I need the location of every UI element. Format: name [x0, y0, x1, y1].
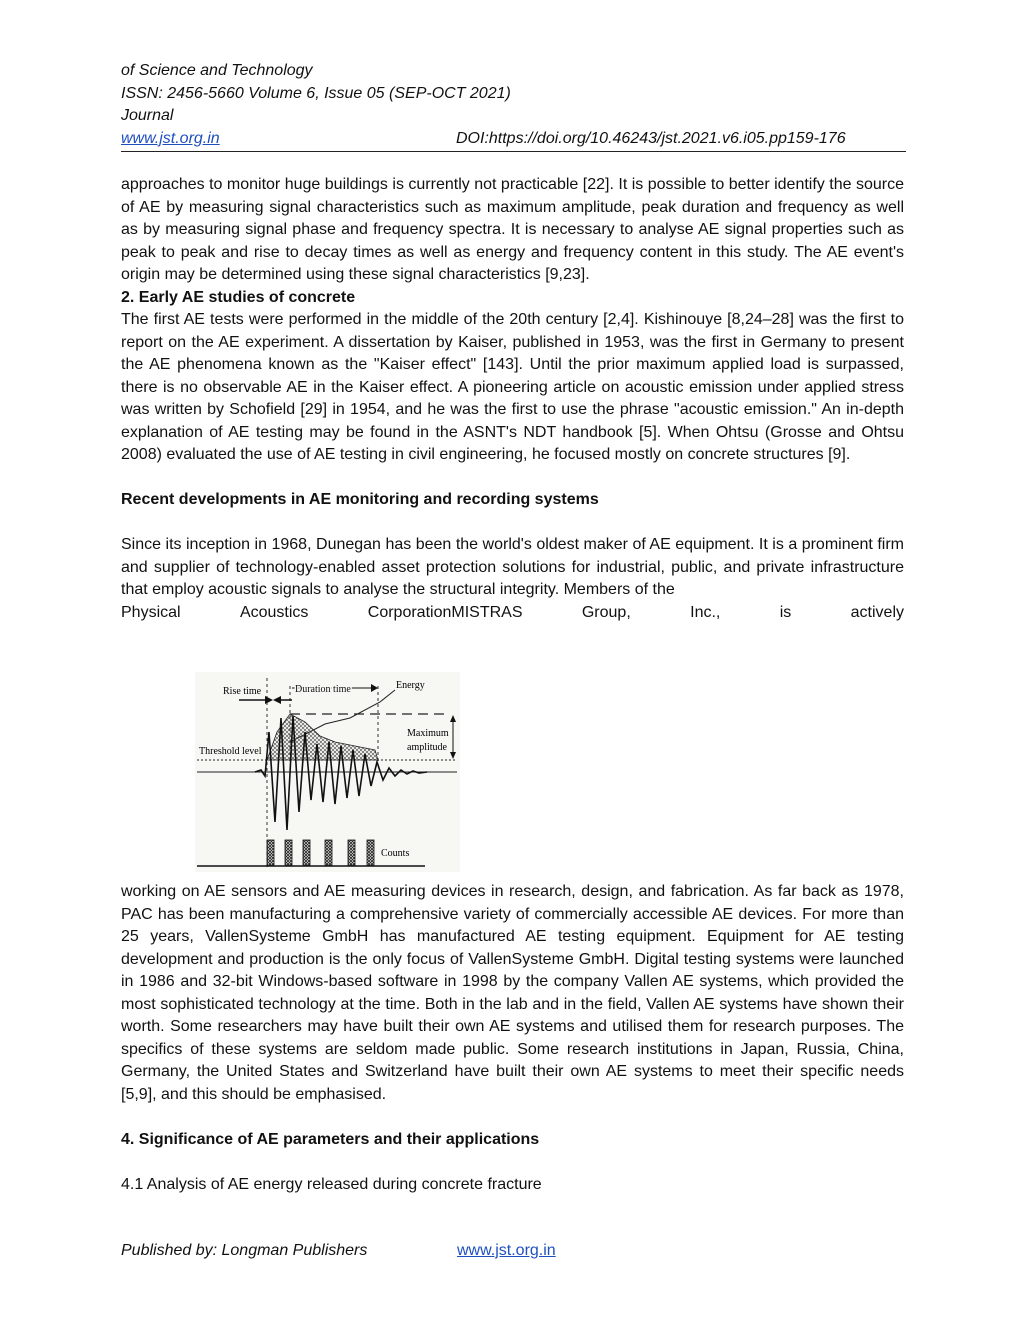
count-pulse	[367, 840, 374, 865]
section-heading-significance: 4. Significance of AE parameters and their applications	[121, 1130, 540, 1148]
paragraph-spread-line	[121, 602, 904, 625]
page-footer	[121, 1242, 556, 1260]
issn-line: ISSN: 2456-5660 Volume 6, Issue 05 (SEP-OCT 2021)	[121, 84, 511, 102]
spread-word: is	[779, 603, 792, 621]
paragraph-intro: approaches to monitor huge buildings is currently not practicable [22]. It is possible to better identify the source of AE by measuring signal characteristics such as maximum amplitude, peak duration and frequency as well as by measuring signal phase and frequency spectra. It is necessary to analyse AE signal properties such as peak to peak and rise to decay times as well as energy and frequency content in this study. The AE event's origin may be determined using these signal characteristics [9,23].	[121, 176, 904, 283]
count-pulse	[303, 840, 310, 865]
journal-name: of Science and Technology	[121, 62, 313, 79]
maximum-label: Maximum	[407, 728, 449, 739]
doi-text: DOI:https://doi.org/10.46243/jst.2021.v6.i05.pp159-176	[456, 129, 846, 147]
counts-label: Counts	[381, 848, 410, 859]
threshold-level-label: Threshold level	[199, 746, 262, 757]
footer-website-link[interactable]: www.jst.org.in	[457, 1242, 556, 1259]
duration-time-label: Duration time	[295, 684, 351, 695]
spread-word: CorporationMISTRAS	[367, 603, 523, 621]
spread-word: Physical	[121, 603, 181, 621]
paragraph-early-studies: The first AE tests were performed in the middle of the 20th century [2,4]. Kishinouye [8,24–28] was the first to report on the AE experiment. A dissertation by Kaiser, published in 1953, was the first in Germany to present the AE phenomena known as the "Kaiser effect" [143]. Until the prior maximum applied load is surpassed, there is no observable AE in the Kaiser effect. A pioneering article on acoustic emission under applied stress was written by Schofield [29] in 1954, and he was the first to use the phrase "acoustic emission." An in-depth explanation of AE testing may be found in the ASNT's NDT handbook [5]. When Ohtsu (Grosse and Ohtsu 2008) evaluated the use of AE testing in civil engineering, he focused mostly on concrete structures [9].	[121, 311, 904, 463]
count-pulse	[325, 840, 332, 865]
spread-word: Acoustics	[239, 603, 309, 621]
article-body-top	[121, 174, 904, 624]
count-pulse	[285, 840, 292, 865]
paragraph-recent-developments: Since its inception in 1968, Dunegan has been the world's oldest maker of AE equipment. It is a prominent firm and supplier of technology-enabled asset protection solutions for industrial, public, and private infrastructure that employ acoustic signals to analyse the structural integrity. Members of the	[121, 536, 904, 598]
publisher-text: Published by: Longman Publishers	[121, 1242, 368, 1259]
section-heading-recent-developments: Recent developments in AE monitoring and recording systems	[121, 491, 599, 508]
subsection-heading-energy: 4.1 Analysis of AE energy released during concrete fracture	[121, 1175, 542, 1193]
section-heading-early-studies: 2. Early AE studies of concrete	[121, 288, 356, 306]
journal-header	[121, 60, 906, 150]
spread-word: actively	[850, 603, 904, 621]
spread-word: Group,	[581, 603, 631, 621]
spread-word: Inc.,	[690, 603, 721, 621]
rise-time-label: Rise time	[223, 686, 262, 697]
count-pulse	[267, 840, 274, 865]
count-pulse	[348, 840, 355, 865]
ae-signal-figure	[195, 672, 460, 872]
amplitude-label: amplitude	[407, 742, 447, 753]
energy-label: Energy	[396, 680, 425, 691]
journal-label: Journal	[121, 107, 174, 124]
article-body-bottom	[121, 881, 904, 1196]
journal-website-link[interactable]: www.jst.org.in	[121, 129, 220, 147]
ae-signal-diagram	[195, 672, 460, 872]
header-divider	[121, 151, 906, 152]
paragraph-equipment: working on AE sensors and AE measuring devices in research, design, and fabrication. As far back as 1978, PAC has been manufacturing a comprehensive variety of commercially accessible AE devices. For more than 25 years, VallenSysteme GmbH has manufactured AE testing equipment. Equipment for AE testing development and production is the only focus of VallenSysteme GmbH. Digital testing systems were launched in 1986 and 32-bit Windows-based software in 1998 by the company Vallen AE systems, which provided the most sophisticated technology at the time. Both in the lab and in the field, Vallen AE systems have shown their worth. Some researchers may have built their own AE systems and utilised them for research purposes. The specifics of these systems are seldom made public. Some research institutions in Japan, Russia, China, Germany, the United States and Switzerland have built their own AE systems to meet their specific needs [5,9], and this should be emphasised.	[121, 883, 904, 1103]
